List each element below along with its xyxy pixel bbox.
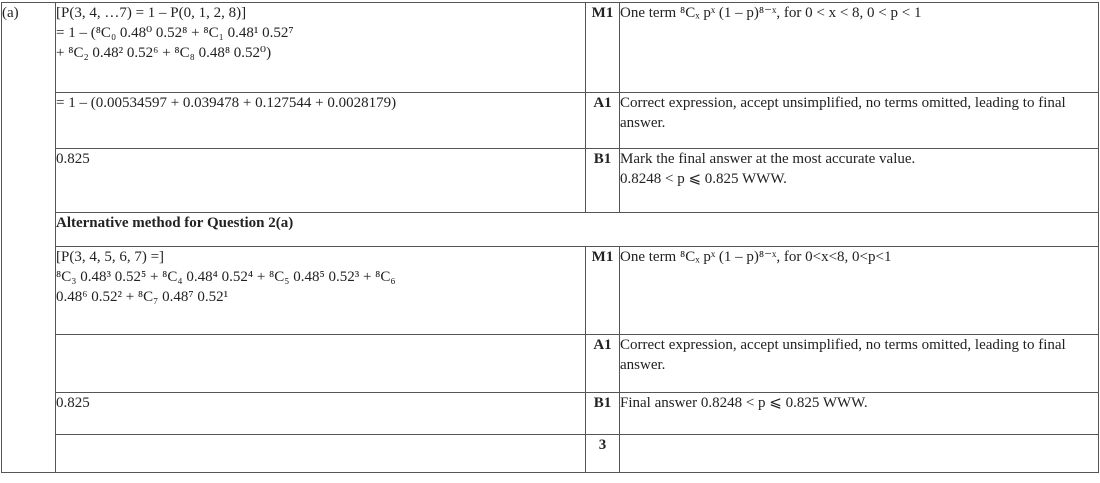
guidance-cell: Final answer 0.8248 < p ⩽ 0.825 WWW. [620, 393, 1099, 435]
mark-cell: B1 [586, 393, 620, 435]
question-label: (a) [2, 3, 56, 473]
working-line: = 1 – (0.00534597 + 0.039478 + 0.127544 + 0.0028179) [56, 95, 397, 111]
guidance-line: Mark the final answer at the most accurate value. [620, 151, 916, 167]
working-line: ⁸C₃ 0.48³ 0.52⁵ + ⁸C₄ 0.48⁴ 0.52⁴ + ⁸C₅ 0.48⁵ 0.52³ + ⁸C₆ [56, 269, 396, 285]
working-cell [56, 93, 586, 149]
table-row [2, 247, 1099, 335]
guidance-cell: Correct expression, accept unsimplified, no terms omitted, leading to final answer. [620, 93, 1099, 149]
guidance-cell [620, 149, 1099, 213]
working-cell [56, 335, 586, 393]
table-row [2, 93, 1099, 149]
table-row [2, 435, 1099, 473]
working-cell [56, 3, 586, 93]
working-line: 0.48⁶ 0.52² + ⁸C₇ 0.48⁷ 0.52¹ [56, 289, 229, 305]
table-row [2, 149, 1099, 213]
table-row [2, 3, 1099, 93]
mark-cell: M1 [586, 3, 620, 93]
table-row [2, 393, 1099, 435]
table-row [2, 213, 1099, 247]
working-line: = 1 – (⁸C₀ 0.48⁰ 0.52⁸ + ⁸C₁ 0.48¹ 0.52⁷ [56, 25, 294, 41]
guidance-cell: One term ⁸Cₓ pˣ (1 – p)⁸⁻ˣ, for 0<x<8, 0<p<1 [620, 247, 1099, 335]
working-line: [P(3, 4, 5, 6, 7) =] [56, 249, 165, 265]
total-mark-cell: 3 [586, 435, 620, 473]
guidance-cell: Correct expression, accept unsimplified, no terms omitted, leading to final answer. [620, 335, 1099, 393]
alternative-method-heading: Alternative method for Question 2(a) [56, 213, 1099, 247]
guidance-line: 0.8248 < p ⩽ 0.825 WWW. [620, 171, 787, 187]
working-line: 0.825 [56, 395, 90, 411]
guidance-cell [620, 435, 1099, 473]
mark-scheme-table [1, 2, 1099, 473]
guidance-cell: One term ⁸Cₓ pˣ (1 – p)⁸⁻ˣ, for 0 < x < 8, 0 < p < 1 [620, 3, 1099, 93]
mark-cell: M1 [586, 247, 620, 335]
working-line: + ⁸C₂ 0.48² 0.52⁶ + ⁸C₈ 0.48⁸ 0.52⁰) [56, 45, 272, 61]
working-line: 0.825 [56, 151, 90, 167]
table-row [2, 335, 1099, 393]
working-cell [56, 393, 586, 435]
working-cell [56, 435, 586, 473]
mark-cell: A1 [586, 93, 620, 149]
working-cell [56, 247, 586, 335]
working-line: [P(3, 4, …7) = 1 – P(0, 1, 2, 8)] [56, 5, 247, 21]
mark-cell: A1 [586, 335, 620, 393]
mark-cell: B1 [586, 149, 620, 213]
working-cell [56, 149, 586, 213]
